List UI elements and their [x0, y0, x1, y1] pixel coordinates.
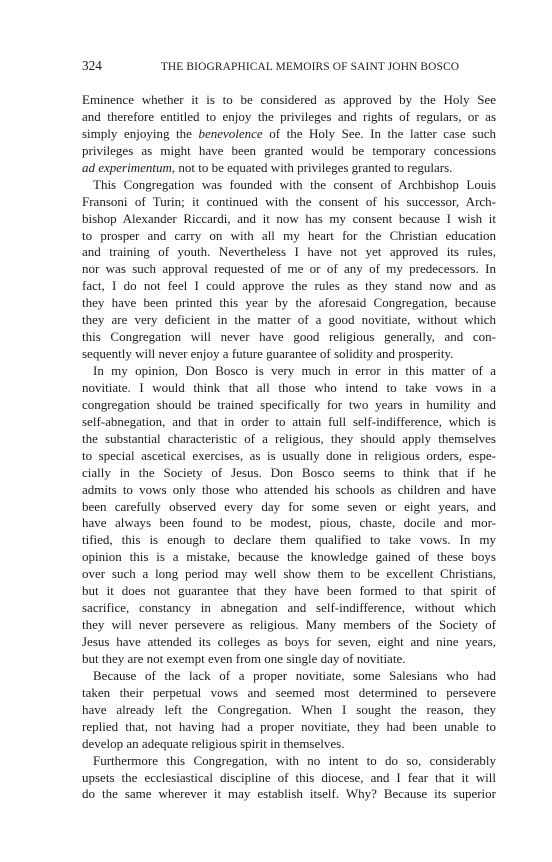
text-line: [82, 634, 496, 651]
text-segment: develop an adequate religious spirit in themselves.: [82, 735, 345, 751]
text-line: [82, 380, 496, 397]
text-line: [82, 92, 496, 109]
text-line: [82, 549, 496, 566]
text-line: [82, 278, 496, 295]
text-segment: they will never persevere as religious. Many members of the Society of: [82, 617, 496, 633]
text-segment: fact, I do not feel I could approve the rules as they stand now and as: [82, 278, 496, 294]
text-line: [82, 482, 496, 499]
text-line: [82, 194, 496, 211]
text-line: [82, 786, 496, 803]
text-segment: and therefore entitled to enjoy the privileges and rights of regulars, or as: [82, 108, 496, 124]
text-line: [82, 566, 496, 583]
text-line: [82, 600, 496, 617]
text-line: [82, 211, 496, 228]
page-header: [82, 58, 496, 80]
text-line: [82, 109, 496, 126]
text-segment: they have been printed this year by the aforesaid Congregation, because: [82, 295, 496, 311]
text-line: [82, 532, 496, 549]
text-line: [82, 126, 496, 143]
text-line: [82, 261, 496, 278]
text-segment: the substantial characteristic of a religious, they should apply themselves: [82, 430, 496, 446]
text-line: [82, 499, 496, 516]
text-line: [82, 431, 496, 448]
text-line: [82, 668, 496, 685]
text-segment: taken their perpetual vows and seemed most determined to persevere: [82, 684, 496, 700]
text-segment: to prosper and carry on with all my heart for the Christian education: [82, 227, 496, 243]
text-line: [82, 583, 496, 600]
text-line: [82, 312, 496, 329]
text-segment: Fransoni of Turin; it continued with the consent of his successor, Arch-: [82, 193, 496, 209]
text-line: [82, 719, 496, 736]
text-segment: congregation should be trained specifically for two years in humility and: [82, 396, 496, 412]
text-line: [82, 414, 496, 431]
text-segment: Eminence whether it is to be considered as approved by the Holy See: [82, 92, 496, 107]
text-segment: simply enjoying the: [82, 125, 199, 141]
text-line: [82, 329, 496, 346]
text-segment: tified, this is enough to declare them qualified to take vows. In my: [82, 532, 496, 548]
text-line: [82, 736, 496, 753]
text-segment: but it does not guarantee that they have been formed to that spirit of: [82, 583, 496, 599]
text-segment: Jesus have attended its colleges as boys for seven, eight and nine years,: [82, 634, 496, 649]
text-segment: of the Holy See. In the latter case such: [262, 125, 496, 141]
text-line: [82, 770, 496, 787]
text-segment: Furthermore this Congregation, with no intent to do so, considerably: [93, 752, 496, 768]
text-segment: novitiate. I would think that all those who intend to take vows in a: [82, 379, 496, 395]
text-line: [82, 651, 496, 668]
text-line: [82, 465, 496, 482]
text-line: [82, 753, 496, 770]
text-line: [82, 295, 496, 312]
text-line: [82, 160, 496, 177]
body-text: [82, 92, 496, 803]
text-segment: to special ascetical exercises, as is usually done in religious orders, espe-: [82, 447, 496, 463]
book-page: [82, 58, 496, 803]
text-segment: sequently will never enjoy a future guarantee of solidity and prosperity.: [82, 346, 454, 362]
running-head: THE BIOGRAPHICAL MEMOIRS OF SAINT JOHN BOSCO: [160, 61, 460, 73]
text-line: [82, 397, 496, 414]
page-number: 324: [82, 58, 102, 73]
text-line: [82, 177, 496, 194]
text-segment: This Congregation was founded with the consent of Archbishop Louis: [93, 176, 496, 192]
text-segment: upsets the ecclesiastical discipline of this diocese, and I fear that it will: [82, 769, 496, 785]
text-segment: self-abnegation, and that in order to attain full self-indifference, which is: [82, 413, 496, 429]
text-segment: privileges as might have been granted would be temporary concessions: [82, 142, 496, 158]
text-segment: Because of the lack of a proper novitiate, some Salesians who had: [93, 667, 496, 683]
text-segment: have already left the Congregation. When I sought the reason, they: [82, 701, 496, 717]
text-segment: admits to vows only those who attended his schools as children and have: [82, 481, 496, 497]
text-segment: bishop Alexander Riccardi, and it now has my consent because I wish it: [82, 210, 496, 226]
text-line: [82, 685, 496, 702]
text-segment: been carefully observed every day for some seven or eight years, and: [82, 498, 496, 514]
text-segment: they are very deficient in the matter of a good novitiate, without which: [82, 312, 496, 328]
text-segment: In my opinion, Don Bosco is very much in error in this matter of a: [93, 363, 496, 378]
text-segment: sacrifice, constancy in abnegation and self-indifference, without which: [82, 600, 496, 616]
italic-text: ad experimentum: [82, 159, 172, 175]
text-line: [82, 346, 496, 363]
text-line: [82, 228, 496, 245]
text-line: [82, 515, 496, 532]
italic-text: benevolence: [198, 125, 263, 141]
text-segment: but they are not exempt even from one single day of novitiate.: [82, 650, 406, 666]
text-segment: nor was such approval requested of me or of any of my predecessors. In: [82, 261, 496, 277]
text-segment: this Congregation will never have good religious generally, and con-: [82, 329, 496, 345]
text-line: [82, 363, 496, 380]
text-line: [82, 617, 496, 634]
text-line: [82, 448, 496, 465]
text-segment: do the same wherever it may establish itself. Why? Because its superior: [82, 786, 496, 802]
text-line: [82, 143, 496, 160]
text-segment: over such a long period may well show them to be excellent Christians,: [82, 566, 496, 582]
text-segment: replied that, not having had a proper novitiate, they had been unable to: [82, 718, 496, 734]
text-line: [82, 244, 496, 261]
text-line: [82, 702, 496, 719]
text-segment: have always been found to be modest, pious, chaste, docile and mor-: [82, 515, 496, 531]
text-segment: opinion this is a mistake, because the knowledge gained of these boys: [82, 549, 496, 565]
text-segment: and training of youth. Nevertheless I have not yet approved its rules,: [82, 244, 496, 260]
text-segment: cially in the Society of Jesus. Don Bosco seems to think that if he: [82, 464, 496, 480]
text-segment: , not to be equated with privileges granted to regulars.: [171, 159, 453, 175]
